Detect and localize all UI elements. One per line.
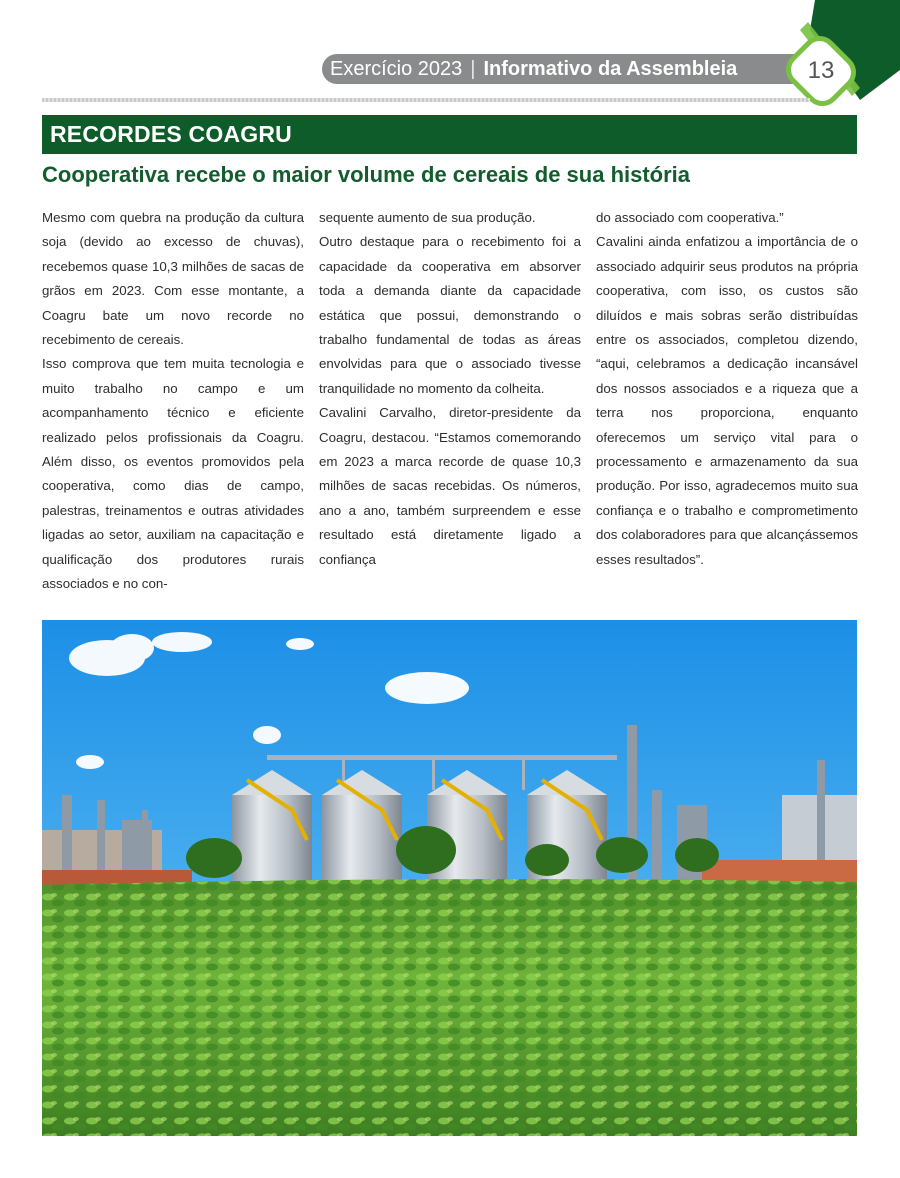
article-column-2 [319, 206, 581, 606]
grain-silos-field-photo [42, 620, 857, 1136]
paragraph: sequente aumento de sua produção. [319, 210, 536, 225]
section-banner [42, 115, 857, 154]
header-title: Informativo da Assembleia [483, 57, 738, 80]
photo-illustration [42, 620, 857, 1136]
header-divider [42, 98, 810, 102]
article-column-3 [596, 206, 858, 606]
header-year: Exercício 2023 [330, 57, 463, 80]
header-bar [322, 54, 802, 84]
article-column-1 [42, 206, 304, 606]
paragraph: do associado com cooperativa.” [596, 210, 784, 225]
paragraph: Cavalini Carvalho, diretor-presidente da Coagru, destacou. “Estamos comemorando em 2023 a marca recorde de quase 10,3 milhões de sacas recebidas. Os números, ano a ano, também surpreendem e esse resultado está diretamente ligado a confiança [319, 405, 581, 567]
article-subtitle: Cooperativa recebe o maior volume de cereais de sua história [42, 162, 691, 187]
section-banner-text: RECORDES COAGRU [50, 121, 292, 147]
paragraph: Cavalini ainda enfatizou a importância de o associado adquirir seus produtos na própria cooperativa, com isso, os custos são diluídos e mais sobras serão distribuídas entre os associados, completou dizendo, “aqui, celebramos a dedicação incansável dos nossos associados e a riqueza que a terra nos proporciona, enquanto oferecemos um serviço vital para o processamento e armazenamento da sua produção. Por isso, agradecemos muito sua confiança e o trabalho e comprometimento dos colaboradores para que alcançássemos esses resultados”. [596, 234, 858, 567]
header-separator: | [470, 57, 476, 80]
paragraph: Outro destaque para o recebimento foi a capacidade da cooperativa em absorver toda a demanda diante da capacidade estática que possui, demonstrando o trabalho fundamental de todas as áreas envolvidas para que o associado tivesse tranquilidade no momento da colheita. [319, 234, 581, 396]
page-number: 13 [807, 57, 835, 84]
article-body [42, 206, 858, 606]
paragraph: Isso comprova que tem muita tecnologia e muito trabalho no campo e um acompanhamento técnico e eficiente realizado pelos profissionais da Coagru. Além disso, os eventos promovidos pela cooperativa, como dias de campo, palestras, treinamentos e outras atividades ligadas ao setor, auxiliam na capacitação e qualificação dos produtores rurais associados e no con- [42, 356, 304, 592]
paragraph: Mesmo com quebra na produção da cultura soja (devido ao excesso de chuvas), recebemos quase 10,3 milhões de sacas de grãos em 2023. Com esse montante, a Coagru bate um novo recorde no recebimento de cereais. [42, 210, 304, 348]
